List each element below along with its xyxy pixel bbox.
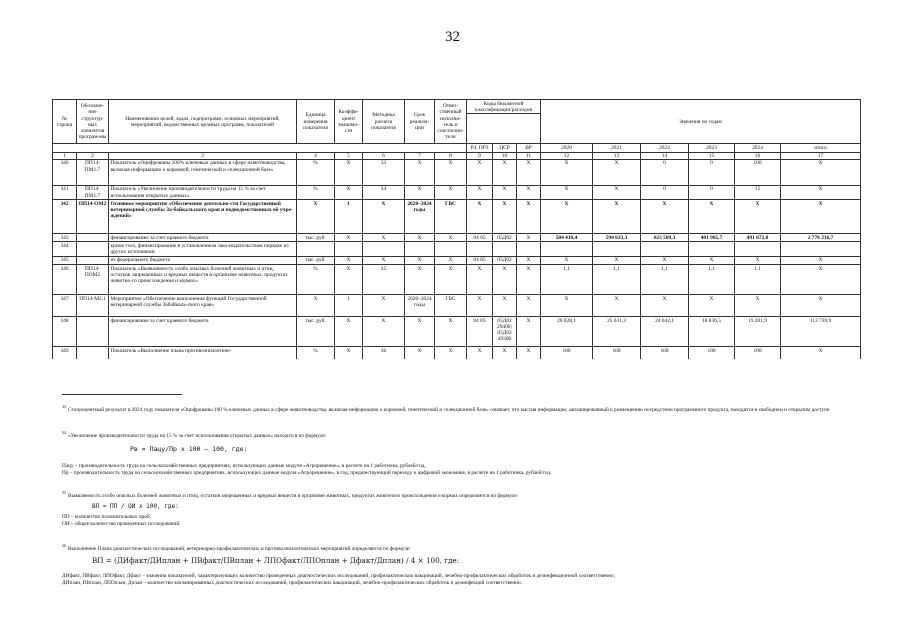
table-cell: X xyxy=(517,265,541,295)
table-cell: X xyxy=(363,234,405,242)
table-cell: X xyxy=(435,234,467,242)
column-index-cell: 1 xyxy=(53,152,77,159)
table-cell: 344 xyxy=(53,242,77,256)
table-cell: X xyxy=(467,200,493,234)
table-row xyxy=(53,159,861,185)
table-cell: % xyxy=(297,185,335,199)
table-cell: X xyxy=(593,200,641,234)
table-cell: 1 xyxy=(335,200,363,234)
header-unit: Единица измерения показателя xyxy=(297,100,335,144)
table-cell: 342 xyxy=(53,200,77,234)
footnote-rule xyxy=(62,394,182,395)
table-cell: 1,1 xyxy=(593,265,641,295)
table-cell: X xyxy=(405,347,435,359)
table-cell: 343 xyxy=(53,234,77,242)
table-cell: % xyxy=(297,265,335,295)
table-cell: 05Д02 xyxy=(493,256,517,264)
table-cell: X xyxy=(593,256,641,264)
column-index-cell: 7 xyxy=(405,152,435,159)
header-subrow xyxy=(53,144,861,152)
table-cell: 100 xyxy=(641,347,689,359)
table-cell: 0 xyxy=(641,185,689,199)
definition: Пр – производительность труда на сельскохозяйственных предприятиях, использующих данные модуля «Агрорешение», в год, предшествующий переходу к цифровой экономике, в расчете на 1 работника, рублей/год. xyxy=(62,470,552,477)
table-cell: ГВС xyxy=(435,200,467,234)
header-row-no: № строки xyxy=(53,100,77,144)
table-cell: ПП14-ОМ2 xyxy=(77,200,109,234)
table-cell: X xyxy=(517,347,541,359)
header-term: Срок реализа-ции xyxy=(405,100,435,144)
formula-34: Рв = Пацу/Пр х 100 – 100, где: xyxy=(130,445,248,453)
table-cell: 04 05 xyxy=(467,256,493,264)
footnote-text: Выполнение Плана диагностических исследований, ветеринарно-профилактических и противоэпизоотических мероприятий определяется по формуле: xyxy=(68,545,411,552)
table-cell: X xyxy=(689,200,735,234)
table-cell: 25 631,3 xyxy=(593,317,641,347)
table-cell: X xyxy=(735,200,781,234)
table-cell: Показатель «Оцифрованы 100% ключевых данных в сфере животноводства, включая информацию о кормовой, генетической и селекционной базе» xyxy=(109,159,297,185)
table-cell: 594 633,3 xyxy=(593,234,641,242)
footnote-36 xyxy=(62,543,862,553)
table-cell: X xyxy=(467,159,493,185)
header-method: Методика расчета показателя xyxy=(363,100,405,144)
table-cell: X xyxy=(517,295,541,317)
table-cell: Показатель «Увеличение производительности труда на 15 % за счет использования открытых данных» xyxy=(109,185,297,199)
table-cell: X xyxy=(435,185,467,199)
table-cell: из федерального бюджета xyxy=(109,256,297,264)
table-cell: X xyxy=(493,200,517,234)
footnote-marker: 33 xyxy=(62,404,66,409)
table-cell: X xyxy=(517,256,541,264)
table-row xyxy=(53,200,861,234)
header-code-csr: ЦСР xyxy=(493,144,517,152)
page-number: 32 xyxy=(445,29,460,45)
table-cell: X xyxy=(781,185,861,199)
table-cell: X xyxy=(781,200,861,234)
column-index-cell: 10 xyxy=(493,152,517,159)
table-cell: X xyxy=(363,317,405,347)
program-table xyxy=(52,99,861,359)
table-cell: X xyxy=(467,347,493,359)
table-cell: 2 776 216,7 xyxy=(781,234,861,242)
table-cell: X xyxy=(405,317,435,347)
table-cell: 2020–2024 годы xyxy=(405,200,435,234)
header-years-group: Значения по годам xyxy=(541,100,861,144)
footnote-text: Стопроцентный результат в 2024 году показателя «Оцифрованы 100 % ключевых данных в сфере животноводства, включая информацию о кормовой, генетической и селекционной базе» означает, что массив информации, запланированный к размещению посредством программного продукта, находится в свободном и открытом доступе. xyxy=(68,406,831,413)
column-index-cell: 3 xyxy=(109,152,297,159)
table-cell: X xyxy=(541,200,593,234)
table-cell: X xyxy=(435,256,467,264)
header-year-2020: 2020 xyxy=(541,144,593,152)
column-index-row xyxy=(53,152,861,159)
table-cell: X xyxy=(541,185,593,199)
table-cell xyxy=(593,242,641,256)
table-cell: 24 042,1 xyxy=(641,317,689,347)
table-cell: 1 xyxy=(335,295,363,317)
table-cell: X xyxy=(405,265,435,295)
table-cell: X xyxy=(335,185,363,199)
footnote-35-defs xyxy=(62,514,862,528)
table-cell: X xyxy=(297,295,335,317)
table-cell: X xyxy=(517,234,541,242)
footnote-marker: 34 xyxy=(62,430,66,435)
table-row xyxy=(53,347,861,359)
table-cell: ПП14-М2.1 xyxy=(77,295,109,317)
table-cell: X xyxy=(335,234,363,242)
table-cell xyxy=(297,242,335,256)
footnote-33 xyxy=(62,404,862,414)
table-cell: X xyxy=(781,256,861,264)
table-cell: X xyxy=(593,295,641,317)
table-cell: 18 836,5 xyxy=(689,317,735,347)
definition: ПП – количество положительных проб; xyxy=(62,514,152,520)
table-cell: X xyxy=(493,295,517,317)
footnote-35 xyxy=(62,490,862,500)
table-cell: X xyxy=(335,347,363,359)
table-cell xyxy=(641,242,689,256)
header-year-total: итого xyxy=(781,144,861,152)
header-name: Наименования целей, задач, подпрограмм, основных мероприятий, мероприятий, ведомственных целевых программ, показателей xyxy=(109,100,297,144)
table-cell: X xyxy=(363,295,405,317)
column-index-cell: 14 xyxy=(641,152,689,159)
header-executor: Ответ-ственный исполни-тель и соисполни-тели xyxy=(435,100,467,144)
table-cell: X xyxy=(641,295,689,317)
table-cell: 623 509,3 xyxy=(641,234,689,242)
column-index-cell: 17 xyxy=(781,152,861,159)
table-cell: 491 672,0 xyxy=(735,234,781,242)
table-cell: 33 xyxy=(363,159,405,185)
table-cell: тыс. руб. xyxy=(297,317,335,347)
definition: ДИфакт, ПВфакт, ЛПОфакт, Дфакт – значения показателей, характеризующих количество проведенных диагностических исследований, профилактических вакцинаций, лечебно-профилактических обработок и дезинфекционной соответственно; xyxy=(62,573,615,579)
table-cell: X xyxy=(517,317,541,347)
table-cell: X xyxy=(363,256,405,264)
table-cell: X xyxy=(435,265,467,295)
table-cell: X xyxy=(541,159,593,185)
table-row xyxy=(53,317,861,347)
table-cell: 340 xyxy=(53,159,77,185)
table-cell: ГВС xyxy=(435,295,467,317)
table-cell: X xyxy=(735,295,781,317)
footnote-text: Выявляемость особо опасных болезней животных и птиц, остатков запрещенных и вредных веществ в организме животных, продуктах животного происхождения и кормах определяется по формуле: xyxy=(68,492,519,499)
column-index-cell: 6 xyxy=(363,152,405,159)
table-cell xyxy=(541,242,593,256)
table-cell xyxy=(77,317,109,347)
table-row xyxy=(53,234,861,242)
table-cell: 04 05 xyxy=(467,317,493,347)
formula-35: ВЛ = ПП / ОИ х 100, где: xyxy=(92,503,179,510)
table-cell: X xyxy=(735,256,781,264)
table-cell: X xyxy=(335,256,363,264)
table-cell: 05Д02 xyxy=(493,234,517,242)
table-cell: 2020–2024 годы xyxy=(405,295,435,317)
column-index-cell: 12 xyxy=(541,152,593,159)
table-cell xyxy=(781,242,861,256)
table-cell: X xyxy=(335,317,363,347)
table-cell: тыс. руб. xyxy=(297,234,335,242)
definition: Пацу – производительность труда на сельскохозяйственных предприятиях, использующих данные модуля «Агрорешение», в расчете на 1 работника, рублей/год, xyxy=(62,463,426,469)
table-cell: X xyxy=(363,200,405,234)
table-cell: 348 xyxy=(53,317,77,347)
table-cell: X xyxy=(493,185,517,199)
header-year-2021: 2021 xyxy=(593,144,641,152)
table-cell: тыс. руб. xyxy=(297,256,335,264)
footnote-marker: 35 xyxy=(62,490,66,495)
table-cell: X xyxy=(435,317,467,347)
header-code-rz: РЗ, ПРЗ xyxy=(467,144,493,152)
table-cell: X xyxy=(517,185,541,199)
table-cell: X xyxy=(781,295,861,317)
column-index-cell: 2 xyxy=(77,152,109,159)
table-cell: 36 xyxy=(363,347,405,359)
table-cell: X xyxy=(335,159,363,185)
table-cell xyxy=(77,347,109,359)
table-cell xyxy=(735,242,781,256)
table-row xyxy=(53,295,861,317)
header-budget-group: Коды бюджетной классификации расходов xyxy=(467,100,541,114)
column-index-cell: 15 xyxy=(689,152,735,159)
table-cell xyxy=(517,242,541,256)
table-cell xyxy=(77,234,109,242)
table-cell: 100 xyxy=(593,347,641,359)
table-cell: 100 xyxy=(735,159,781,185)
table-cell: X xyxy=(641,200,689,234)
table-cell: X xyxy=(541,256,593,264)
table-cell: финансирование за счет краевого бюджета xyxy=(109,317,297,347)
table-cell: 35 xyxy=(363,265,405,295)
table-cell: X xyxy=(493,265,517,295)
table-cell: X xyxy=(335,265,363,295)
table-cell: 34 xyxy=(363,185,405,199)
footnote-36-defs xyxy=(62,573,862,587)
column-index-cell: 5 xyxy=(335,152,363,159)
table-cell: 341 xyxy=(53,185,77,199)
table-cell xyxy=(363,242,405,256)
column-index-cell: 4 xyxy=(297,152,335,159)
table-cell: X xyxy=(405,185,435,199)
table-cell: 15 xyxy=(735,185,781,199)
table-cell: X xyxy=(781,265,861,295)
table-cell: финансирование за счет краевого бюджета xyxy=(109,234,297,242)
table-cell xyxy=(467,242,493,256)
table-cell xyxy=(493,242,517,256)
formula-36: ВП = (ДИфакт/ДИплан + ПВфакт/ПВплан + ЛПОфакт/ЛПОплан + Дфакт/Дплан) / 4 × 100, где: xyxy=(92,556,460,565)
header-year-2023: 2023 xyxy=(689,144,735,152)
table-cell: ПП14-ПМ1.7 xyxy=(77,159,109,185)
table-cell: кроме того, финансирование в установленном зако-нодательством порядке из других источников: xyxy=(109,242,297,256)
table-cell: 481 985,7 xyxy=(689,234,735,242)
table-cell: 349 xyxy=(53,347,77,359)
header-coef: Коэффи-циент значимо-сти xyxy=(335,100,363,144)
table-cell: Основное мероприятие «Обеспечение деятельно-сти Государственной ветеринарной службы За-байкальского края и подведомственных ей учре-ждений» xyxy=(109,200,297,234)
table-row xyxy=(53,242,861,256)
table-cell: Показатель «Выявляемость особо опасных болезней животных и птиц, остатков запрещенных и вредных веществ в организме животных, продуктах животно-го происхождения и кормах» xyxy=(109,265,297,295)
table-cell xyxy=(689,242,735,256)
table-cell: 05Д02 29400; 05Д02 49300 xyxy=(493,317,517,347)
header-year-2022: 2022 xyxy=(641,144,689,152)
table-cell: X xyxy=(467,295,493,317)
table-cell: 100 xyxy=(735,347,781,359)
column-index-cell: 9 xyxy=(467,152,493,159)
table-cell: 1,1 xyxy=(641,265,689,295)
table-cell: X xyxy=(405,159,435,185)
footnote-text: «Увеличение производительности труда на 15 % за счет использования открытых данных» находится по формуле: xyxy=(68,432,327,439)
table-cell: ПП14-ПОМ2 xyxy=(77,265,109,295)
table-row xyxy=(53,256,861,264)
table-cell: X xyxy=(493,347,517,359)
table-cell: 346 xyxy=(53,265,77,295)
table-cell: ПП14-ПМ1.7 xyxy=(77,185,109,199)
table-cell: X xyxy=(467,265,493,295)
table-cell: 113 739,9 xyxy=(781,317,861,347)
table-cell: X xyxy=(405,256,435,264)
table-cell xyxy=(335,242,363,256)
column-index-cell: 13 xyxy=(593,152,641,159)
header-code-vr: ВР xyxy=(517,144,541,152)
table-cell xyxy=(405,242,435,256)
table-cell: X xyxy=(641,256,689,264)
table-cell: Мероприятие «Обеспечение выполнения функций Государственной ветеринарной службы Забайкаль-ского края» xyxy=(109,295,297,317)
table-cell: 0 xyxy=(641,159,689,185)
table-cell: 26 028,1 xyxy=(541,317,593,347)
table-cell xyxy=(435,242,467,256)
table-cell: 1,1 xyxy=(735,265,781,295)
table-cell: 19 201,9 xyxy=(735,317,781,347)
table-cell: X xyxy=(517,159,541,185)
table-cell: X xyxy=(493,159,517,185)
table-cell: X xyxy=(297,200,335,234)
table-cell: 584 416,4 xyxy=(541,234,593,242)
table-cell: 345 xyxy=(53,256,77,264)
footnote-34 xyxy=(62,430,862,440)
table-cell: 04 05 xyxy=(467,234,493,242)
table-cell: 1,1 xyxy=(689,265,735,295)
table-cell: 100 xyxy=(689,347,735,359)
table-cell: X xyxy=(517,200,541,234)
table-cell: X xyxy=(435,347,467,359)
definition: ДИплан, ПВплан, ЛПОплан, Дплан – количество запланированных диагностических исследований, профилактических вакцинаций, лечебно-профилактических обработок и дезинфекций соответственно. xyxy=(62,580,522,587)
footnote-34-defs xyxy=(62,463,862,477)
table-row xyxy=(53,185,861,199)
table-cell: X xyxy=(541,295,593,317)
header-year-2024: 2024 xyxy=(735,144,781,152)
column-index-cell: 8 xyxy=(435,152,467,159)
column-index-cell: 16 xyxy=(735,152,781,159)
table-cell: X xyxy=(435,159,467,185)
table-cell: X xyxy=(781,159,861,185)
table-row xyxy=(53,265,861,295)
table-cell: 0 xyxy=(689,159,735,185)
table-cell: X xyxy=(781,347,861,359)
table-cell: X xyxy=(689,256,735,264)
table-cell xyxy=(77,242,109,256)
table-cell: % xyxy=(297,159,335,185)
header-element: Обозначе-ние структур-ных элементов програм-мы xyxy=(77,100,109,144)
table-cell: Показатель «Выполнение плана противоэпизоотиче- xyxy=(109,347,297,359)
table-cell: % xyxy=(297,347,335,359)
table-cell: X xyxy=(593,159,641,185)
table-cell: X xyxy=(405,234,435,242)
table-cell: 0 xyxy=(689,185,735,199)
table-cell: X xyxy=(689,295,735,317)
definition: ОИ – общее количество проведенных исследований. xyxy=(62,521,181,528)
footnote-marker: 36 xyxy=(62,543,66,548)
table-cell: 1,1 xyxy=(541,265,593,295)
table-cell xyxy=(77,256,109,264)
column-index-cell: 11 xyxy=(517,152,541,159)
table-cell: X xyxy=(467,185,493,199)
table-cell: 347 xyxy=(53,295,77,317)
table-cell: 100 xyxy=(541,347,593,359)
table-cell: X xyxy=(593,185,641,199)
